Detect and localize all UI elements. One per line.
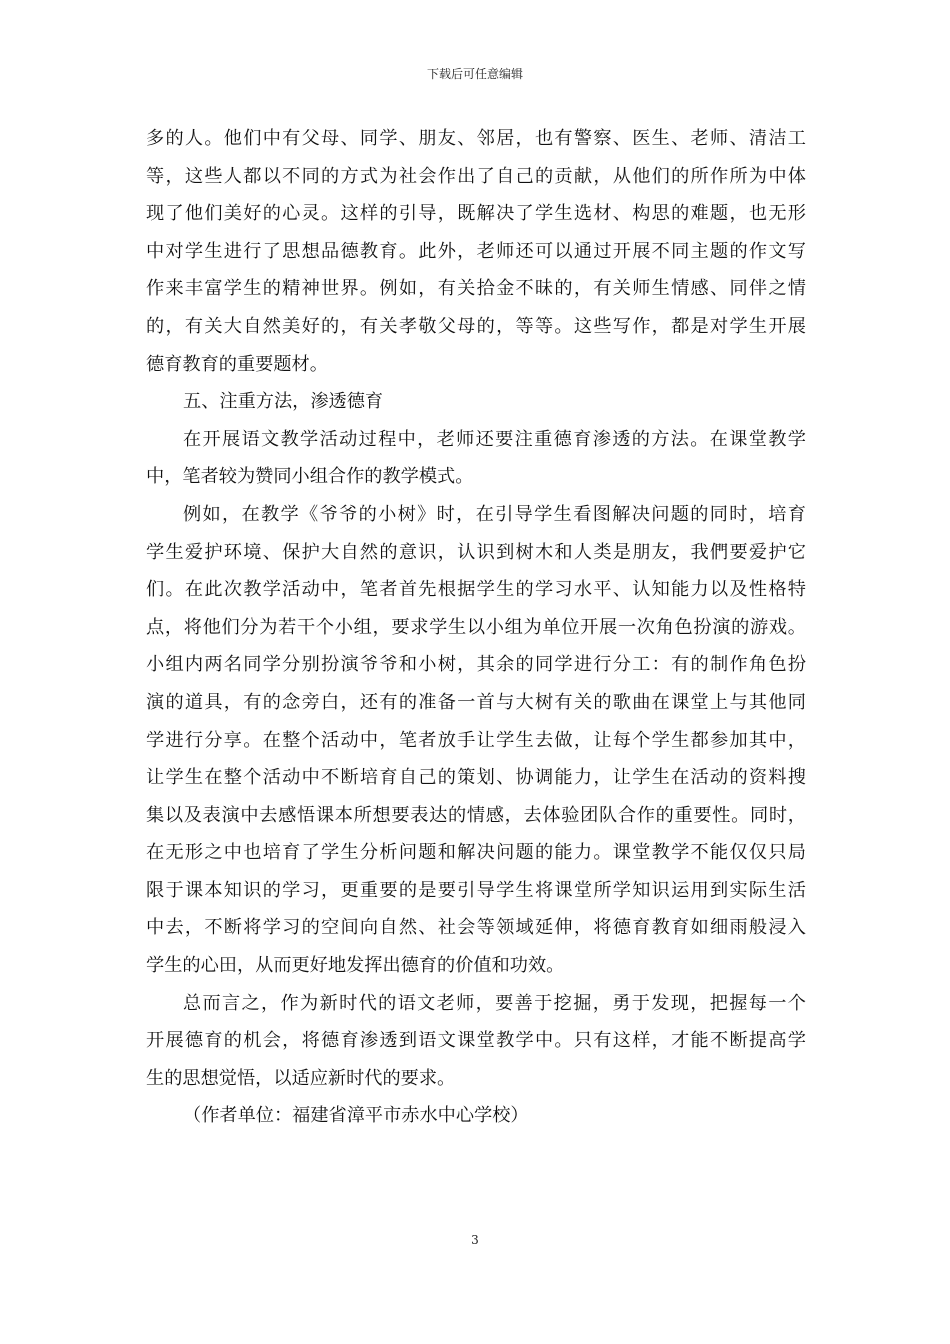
text-line: 在无形之中也培育了学生分析问题和解决问题的能力。课堂教学不能仅仅只局	[146, 842, 806, 864]
text-line: 在开展语文教学活动过程中，老师还要注重德育渗透的方法。在课堂教学	[183, 428, 806, 450]
paragraph-continuation	[146, 120, 806, 383]
paragraph	[146, 985, 806, 1098]
page-number: 3	[471, 1233, 479, 1247]
paragraph	[146, 496, 806, 985]
text-line: 总而言之，作为新时代的语文老师，要善于挖掘，勇于发现，把握每一个	[183, 992, 806, 1014]
text-line: 小组内两名同学分别扮演爷爷和小树，其余的同学进行分工：有的制作角色扮	[146, 654, 806, 676]
text-line: 学生的心田，从而更好地发挥出德育的价值和功效。	[146, 955, 565, 977]
text-line: 中去，不断将学习的空间向自然、社会等领域延伸，将德育教育如细雨般浸入	[146, 917, 806, 939]
document-body	[146, 120, 806, 1135]
text-line: 让学生在整个活动中不断培育自己的策划、协调能力，让学生在活动的资料搜	[146, 767, 806, 789]
text-line: 多的人。他们中有父母、同学、朋友、邻居，也有警察、医生、老师、清洁工	[146, 128, 806, 149]
text-line: 学进行分享。在整个活动中，笔者放手让学生去做，让每个学生都参加其中，	[146, 729, 806, 751]
text-line: 生的思想觉悟，以适应新时代的要求。	[146, 1067, 456, 1089]
text-line: 的，有关大自然美好的，有关孝敬父母的，等等。这些写作，都是对学生开展	[146, 315, 806, 337]
author-affiliation	[146, 1097, 806, 1135]
text-line: 学生爱护环境、保护大自然的意识，认识到树木和人类是朋友，我們要爱护它	[146, 541, 806, 563]
text-line: 现了他们美好的心灵。这样的引导，既解决了学生选材、构思的难题，也无形	[146, 203, 806, 225]
text-line: 集以及表演中去感悟课本所想要表达的情感，去体验团队合作的重要性。同时，	[146, 804, 806, 826]
section-heading	[146, 383, 806, 421]
paragraph	[146, 421, 806, 496]
text-line: 限于课本知识的学习，更重要的是要引导学生将课堂所学知识运用到实际生活	[146, 879, 806, 901]
text-line: 等，这些人都以不同的方式为社会作出了自己的贡献，从他们的所作所为中体	[146, 165, 806, 187]
text-line: 演的道具，有的念旁白，还有的准备一首与大树有关的歌曲在课堂上与其他同	[146, 691, 806, 713]
text-line: 作来丰富学生的精神世界。例如，有关拾金不昧的，有关师生情感、同伴之情	[146, 278, 806, 300]
text-line: 点，将他们分为若干个小组，要求学生以小组为单位开展一次角色扮演的游戏。	[146, 616, 806, 638]
text-line: 例如，在教学《爷爷的小树》时，在引导学生看图解决问题的同时，培育	[183, 503, 806, 525]
text-line: 们。在此次教学活动中，笔者首先根据学生的学习水平、认知能力以及性格特	[146, 579, 806, 601]
page-header: 下载后可任意编辑	[426, 67, 523, 81]
text-line: 中，笔者较为赞同小组合作的教学模式。	[146, 466, 474, 488]
text-line: 中对学生进行了思想品德教育。此外，老师还可以通过开展不同主题的作文写	[146, 240, 806, 262]
text-line: 开展德育的机会，将德育渗透到语文课堂教学中。只有这样，才能不断提高学	[146, 1030, 806, 1052]
author-affiliation-text: （作者单位：福建省漳平市赤水中心学校）	[183, 1105, 529, 1127]
text-line: 德育教育的重要题材。	[146, 353, 328, 375]
section-heading-text: 五、注重方法，渗透德育	[183, 391, 384, 413]
